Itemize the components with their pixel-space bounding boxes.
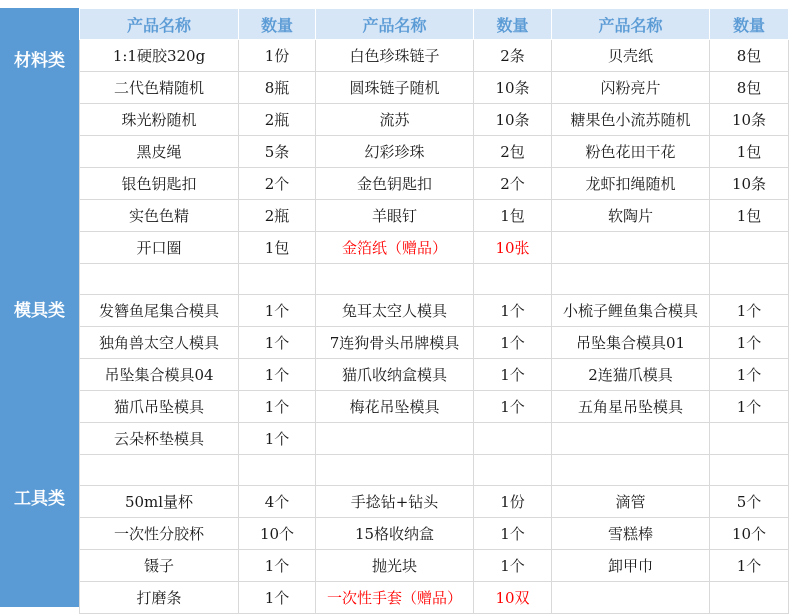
table-row xyxy=(80,486,789,518)
product-name-cell: 梅花吊坠模具 xyxy=(316,391,474,423)
empty-cell xyxy=(474,455,552,486)
quantity-cell: 1个 xyxy=(474,295,552,327)
quantity-cell: 8瓶 xyxy=(239,72,316,104)
quantity-cell: 10双 xyxy=(474,582,552,614)
header-quantity: 数量 xyxy=(710,9,789,40)
empty-cell xyxy=(316,264,474,295)
product-name-cell: 50ml量杯 xyxy=(80,486,239,518)
empty-cell xyxy=(316,455,474,486)
product-name-cell: 7连狗骨头吊牌模具 xyxy=(316,327,474,359)
table-row xyxy=(80,423,789,455)
product-name-cell: 雪糕棒 xyxy=(552,518,710,550)
product-name-cell: 猫爪收纳盒模具 xyxy=(316,359,474,391)
product-name-cell: 抛光块 xyxy=(316,550,474,582)
product-name-cell: 银色钥匙扣 xyxy=(80,168,239,200)
product-name-cell: 吊坠集合模具01 xyxy=(552,327,710,359)
quantity-cell: 1份 xyxy=(474,486,552,518)
quantity-cell: 8包 xyxy=(710,72,789,104)
quantity-cell: 8包 xyxy=(710,40,789,72)
product-name-cell: 粉色花田干花 xyxy=(552,136,710,168)
category-column xyxy=(0,8,79,607)
quantity-cell: 1包 xyxy=(710,136,789,168)
product-name-cell: 独角兽太空人模具 xyxy=(80,327,239,359)
product-name-cell: 小梳子鲤鱼集合模具 xyxy=(552,295,710,327)
quantity-cell: 1包 xyxy=(474,200,552,232)
product-name-cell: 闪粉亮片 xyxy=(552,72,710,104)
quantity-cell: 1个 xyxy=(710,550,789,582)
product-name-cell: 15格收纳盒 xyxy=(316,518,474,550)
product-name-cell: 二代色精随机 xyxy=(80,72,239,104)
table-row xyxy=(80,72,789,104)
product-name-cell: 吊坠集合模具04 xyxy=(80,359,239,391)
product-name-cell: 羊眼钉 xyxy=(316,200,474,232)
table-row xyxy=(80,518,789,550)
empty-cell xyxy=(552,455,710,486)
quantity-cell: 1个 xyxy=(710,391,789,423)
empty-cell xyxy=(239,264,316,295)
table-row xyxy=(80,136,789,168)
quantity-cell: 10条 xyxy=(474,104,552,136)
product-name-cell: 珠光粉随机 xyxy=(80,104,239,136)
product-name-cell: 流苏 xyxy=(316,104,474,136)
quantity-cell: 1个 xyxy=(474,327,552,359)
quantity-cell: 5个 xyxy=(710,486,789,518)
quantity-cell xyxy=(710,232,789,264)
product-name-cell: 发簪鱼尾集合模具 xyxy=(80,295,239,327)
product-name-cell: 猫爪吊坠模具 xyxy=(80,391,239,423)
product-name-cell: 软陶片 xyxy=(552,200,710,232)
quantity-cell: 1个 xyxy=(239,423,316,455)
category-label-tools: 工具类 xyxy=(14,489,65,509)
quantity-cell: 2条 xyxy=(474,40,552,72)
quantity-cell: 2瓶 xyxy=(239,200,316,232)
quantity-cell: 1包 xyxy=(239,232,316,264)
product-name-cell xyxy=(552,232,710,264)
header-quantity: 数量 xyxy=(239,9,316,40)
product-name-cell: 一次性分胶杯 xyxy=(80,518,239,550)
quantity-cell: 10条 xyxy=(710,104,789,136)
quantity-cell: 1包 xyxy=(710,200,789,232)
product-name-cell: 2连猫爪模具 xyxy=(552,359,710,391)
empty-cell xyxy=(239,455,316,486)
quantity-cell: 1个 xyxy=(474,550,552,582)
quantity-cell xyxy=(710,582,789,614)
table-row xyxy=(80,391,789,423)
quantity-cell: 2个 xyxy=(239,168,316,200)
quantity-cell: 1个 xyxy=(239,582,316,614)
quantity-cell: 1个 xyxy=(239,550,316,582)
product-name-cell: 实色色精 xyxy=(80,200,239,232)
category-label-materials: 材料类 xyxy=(14,51,65,71)
empty-cell xyxy=(474,264,552,295)
empty-cell xyxy=(710,455,789,486)
quantity-cell: 10条 xyxy=(710,168,789,200)
product-name-cell: 金色钥匙扣 xyxy=(316,168,474,200)
quantity-cell: 10条 xyxy=(474,72,552,104)
product-name-cell: 黑皮绳 xyxy=(80,136,239,168)
quantity-cell: 1个 xyxy=(710,295,789,327)
quantity-cell: 1个 xyxy=(474,359,552,391)
product-name-cell: 云朵杯垫模具 xyxy=(80,423,239,455)
category-label-molds: 模具类 xyxy=(14,301,65,321)
product-name-cell: 滴管 xyxy=(552,486,710,518)
table-row xyxy=(80,232,789,264)
empty-cell xyxy=(80,455,239,486)
empty-cell xyxy=(552,264,710,295)
quantity-cell: 2包 xyxy=(474,136,552,168)
table-row xyxy=(80,327,789,359)
product-name-cell: 兔耳太空人模具 xyxy=(316,295,474,327)
quantity-cell xyxy=(474,423,552,455)
header-product-name: 产品名称 xyxy=(80,9,239,40)
quantity-cell: 1个 xyxy=(710,327,789,359)
table-row xyxy=(80,40,789,72)
quantity-cell: 1个 xyxy=(239,295,316,327)
product-name-cell: 白色珍珠链子 xyxy=(316,40,474,72)
quantity-cell: 1份 xyxy=(239,40,316,72)
product-name-cell: 打磨条 xyxy=(80,582,239,614)
quantity-cell: 5条 xyxy=(239,136,316,168)
header-product-name: 产品名称 xyxy=(552,9,710,40)
header-quantity: 数量 xyxy=(474,9,552,40)
table-row xyxy=(80,168,789,200)
quantity-cell: 4个 xyxy=(239,486,316,518)
quantity-cell: 10张 xyxy=(474,232,552,264)
product-name-cell: 一次性手套（赠品） xyxy=(316,582,474,614)
table-row xyxy=(80,359,789,391)
product-name-cell: 镊子 xyxy=(80,550,239,582)
table-row xyxy=(80,582,789,614)
product-name-cell: 幻彩珍珠 xyxy=(316,136,474,168)
product-name-cell: 卸甲巾 xyxy=(552,550,710,582)
table-row xyxy=(80,295,789,327)
inventory-table xyxy=(79,8,789,614)
product-name-cell: 开口圈 xyxy=(80,232,239,264)
product-name-cell: 1:1硬胶320g xyxy=(80,40,239,72)
product-name-cell: 龙虾扣绳随机 xyxy=(552,168,710,200)
product-name-cell: 五角星吊坠模具 xyxy=(552,391,710,423)
quantity-cell: 1个 xyxy=(710,359,789,391)
product-name-cell: 圆珠链子随机 xyxy=(316,72,474,104)
quantity-cell: 10个 xyxy=(239,518,316,550)
header-product-name: 产品名称 xyxy=(316,9,474,40)
product-name-cell xyxy=(316,423,474,455)
product-name-cell xyxy=(552,423,710,455)
quantity-cell: 1个 xyxy=(474,518,552,550)
section-spacer-row xyxy=(80,455,789,486)
empty-cell xyxy=(710,264,789,295)
product-name-cell: 糖果色小流苏随机 xyxy=(552,104,710,136)
product-name-cell: 贝壳纸 xyxy=(552,40,710,72)
quantity-cell xyxy=(710,423,789,455)
table-row xyxy=(80,550,789,582)
table-row xyxy=(80,200,789,232)
quantity-cell: 2个 xyxy=(474,168,552,200)
quantity-cell: 2瓶 xyxy=(239,104,316,136)
table-row xyxy=(80,104,789,136)
product-name-cell: 手捻钻+钻头 xyxy=(316,486,474,518)
empty-cell xyxy=(80,264,239,295)
product-name-cell xyxy=(552,582,710,614)
section-spacer-row xyxy=(80,264,789,295)
quantity-cell: 1个 xyxy=(474,391,552,423)
quantity-cell: 10个 xyxy=(710,518,789,550)
header-row xyxy=(80,9,789,40)
product-name-cell: 金箔纸（赠品） xyxy=(316,232,474,264)
quantity-cell: 1个 xyxy=(239,391,316,423)
quantity-cell: 1个 xyxy=(239,327,316,359)
quantity-cell: 1个 xyxy=(239,359,316,391)
